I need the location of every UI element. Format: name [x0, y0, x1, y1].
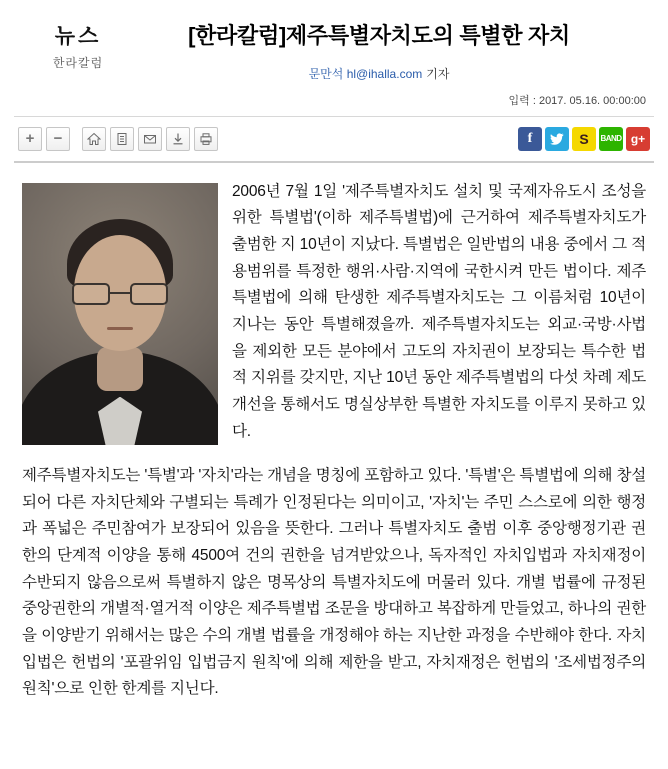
- twitter-icon[interactable]: [545, 127, 569, 151]
- article-body: [0, 163, 668, 741]
- font-decrease-button[interactable]: −: [46, 127, 70, 151]
- publish-date: 입력 : 2017. 05.16. 00:00:00: [508, 94, 646, 107]
- googleplus-icon[interactable]: g+: [626, 127, 650, 151]
- byline: [138, 65, 620, 82]
- article-paragraph: 2006년 7월 1일 '제주특별자치도 설치 및 국제자유도시 조성을 위한 특별법'(이하 제주특별법)에 근거하여 제주특별자치도가 출범한 지 10년이 지났다. 특별법은 일반법의 내용 중에서 그 적용범위를 특정한 행위·사람·지역에 국한시켜 만든 법이다. 제주특별법에 의해 탄생한 제주특별자치도는 그 이름처럼 10년이 지나는 동안 특별해졌을까. 제주특별자치도는 외교·국방·사법을 제외한 모든 분야에서 고도의 자치권이 보장되는 특수한 법적 지위를 갖지만, 지난 10년 동안 제주특별법의 다섯 차례 제도개선을 통해서도 명실상부한 특별한 자치도를 이루지 못하고 있다.: [232, 182, 646, 440]
- download-icon[interactable]: [166, 127, 190, 151]
- author-photo: [22, 183, 218, 445]
- brand-subtitle: 한라칼럼: [52, 56, 104, 70]
- author-role: 기자: [426, 66, 450, 81]
- facebook-icon[interactable]: f: [518, 127, 542, 151]
- author-email-link[interactable]: 문만석 hl@ihalla.com: [308, 66, 423, 81]
- kakaostory-icon[interactable]: S: [572, 127, 596, 151]
- article-header: [0, 0, 668, 82]
- brand-block[interactable]: [18, 14, 138, 71]
- home-icon[interactable]: [82, 127, 106, 151]
- headline-block: [138, 14, 650, 82]
- toolbar-left-group: [18, 127, 218, 151]
- article-toolbar: [0, 117, 668, 161]
- page-title: [한라칼럼]제주특별자치도의 특별한 자치: [188, 23, 570, 48]
- document-icon[interactable]: [110, 127, 134, 151]
- print-icon[interactable]: [194, 127, 218, 151]
- band-icon[interactable]: BAND: [599, 127, 623, 151]
- share-group: [518, 127, 650, 151]
- article-paragraph: 제주특별자치도는 '특별'과 '자치'라는 개념을 명칭에 포함하고 있다. '특별'은 특별법에 의해 창설되어 다른 자치단체와 구별되는 특례가 인정된다는 의미이고, '자치'는 주민 스스로에 의한 행정과 폭넓은 주민참여가 보장되어 있음을 뜻한다. 그러나 특별자치도 출범 이후 중앙행정기관 권한의 단계적 이양을 통해 4500여 건의 권한을 넘겨받았으나, 독자적인 자치입법과 자치재정이 수반되지 않음으로써 특별하지 않은 명목상의 특별자치도에 머물러 있다. 개별 법률에 규정된 중앙권한의 개별적·열거적 이양은 제주특별법 조문을 방대하고 복잡하게 만들었고, 하나의 권한을 이양받기 위해서는 많은 수의 개별 법률을 개정해야 하는 지난한 과정을 수반해야 한다. 자치입법은 헌법의 '포괄위임 입법금지 원칙'에 의해 제한을 받고, 자치재정은 헌법의 '조세법정주의 원칙'으로 인한 한계를 지닌다.: [22, 467, 647, 698]
- mail-icon[interactable]: [138, 127, 162, 151]
- font-increase-button[interactable]: +: [18, 127, 42, 151]
- brand-title: 뉴스: [54, 25, 102, 48]
